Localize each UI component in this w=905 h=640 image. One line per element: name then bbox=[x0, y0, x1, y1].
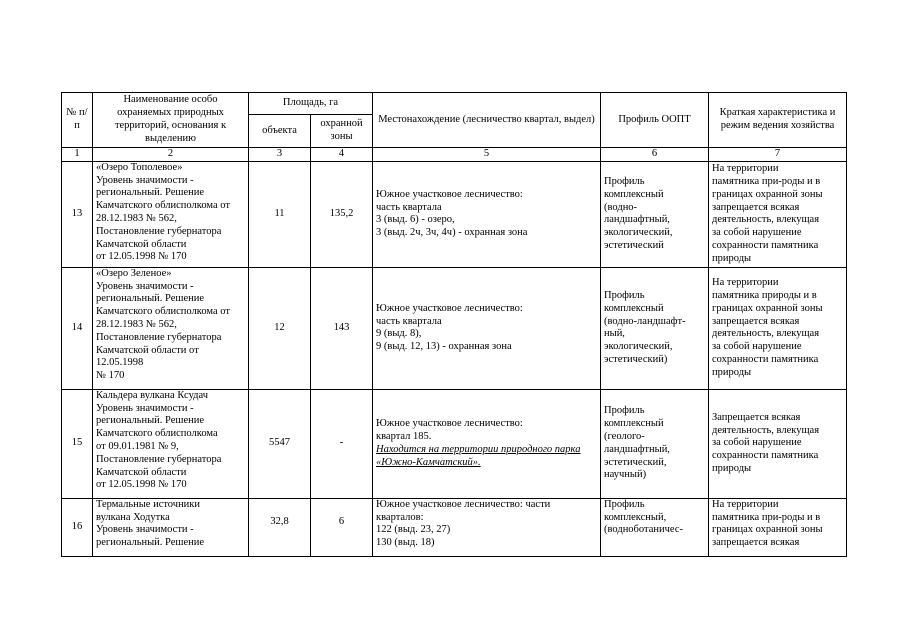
row-number: 16 bbox=[62, 498, 93, 556]
profile-line: ный, bbox=[604, 328, 625, 340]
area-name-line: № 170 bbox=[96, 370, 125, 382]
location-line: квартал 185. bbox=[376, 431, 432, 442]
profile-cell bbox=[601, 161, 709, 267]
profile-cell bbox=[601, 498, 709, 556]
profile-line: комплексный bbox=[604, 302, 664, 314]
header-area: Площадь, га bbox=[249, 93, 373, 115]
area-name-line: Камчатской области от bbox=[96, 344, 199, 356]
location-line: 9 (выд. 8), bbox=[376, 328, 422, 340]
area-name-line: Уровень значимости - bbox=[96, 402, 194, 414]
regime-line: запрещается всякая bbox=[712, 315, 800, 327]
area-name-line: Камчатского облисполкома от bbox=[96, 200, 230, 212]
area-name-cell bbox=[93, 267, 249, 389]
area-name-line: региональный. Решение bbox=[96, 537, 205, 549]
regime-line: Запрещается всякая bbox=[712, 411, 801, 423]
regime-line: запрещается всякая bbox=[712, 201, 800, 213]
location-line: кварталов: bbox=[376, 511, 424, 523]
col-number-2: 2 bbox=[93, 148, 249, 162]
profile-line: комплексный bbox=[604, 418, 664, 430]
regime-line: запрещается всякая bbox=[712, 537, 800, 549]
area-name-line: вулкана Ходутка bbox=[96, 511, 170, 523]
area-name-line: региональный. Решение bbox=[96, 187, 205, 199]
regime-cell bbox=[709, 161, 847, 267]
area-name-line: Камчатской области bbox=[96, 238, 187, 250]
location-cell bbox=[373, 267, 601, 389]
header-name: Наименование особо охраняемых природных территорий, основания к выделению bbox=[93, 93, 249, 148]
regime-line: памятника природы и в bbox=[712, 289, 817, 301]
area-name-line: Уровень значимости - bbox=[96, 524, 194, 536]
area-name-line: Термальные источники bbox=[96, 498, 201, 510]
regime-line: природы bbox=[712, 252, 752, 264]
regime-line: памятника при-роды и в bbox=[712, 511, 821, 523]
area-name-line: Камчатской области bbox=[96, 466, 187, 478]
area-name-cell bbox=[93, 161, 249, 267]
regime-line: сохранности памятника bbox=[712, 353, 819, 365]
area-object: 32,8 bbox=[249, 498, 311, 556]
profile-line: ландшафтный, bbox=[604, 443, 670, 455]
area-name-line: Уровень значимости - bbox=[96, 280, 194, 292]
header-area-object: объекта bbox=[249, 115, 311, 148]
location-line: 122 (выд. 23, 27) bbox=[376, 524, 451, 536]
profile-line: комплексный bbox=[604, 188, 664, 200]
area-name-line: Постановление губернатора bbox=[96, 225, 222, 237]
area-object: 5547 bbox=[249, 389, 311, 498]
location-line: Южное участковое лесничество: части bbox=[376, 498, 551, 510]
location-line: 130 (выд. 18) bbox=[376, 537, 435, 549]
area-zone: 143 bbox=[311, 267, 373, 389]
area-name-line: региональный. Решение bbox=[96, 415, 205, 427]
regime-line: границах охранной зоны bbox=[712, 302, 823, 314]
area-name-line: Постановление губернатора bbox=[96, 331, 222, 343]
area-zone: 6 bbox=[311, 498, 373, 556]
location-line: 3 (выд. 2ч, 3ч, 4ч) - охранная зона bbox=[376, 227, 528, 239]
table-row bbox=[62, 267, 847, 389]
protected-areas-table bbox=[61, 92, 847, 557]
profile-cell bbox=[601, 389, 709, 498]
regime-line: за собой нарушение bbox=[712, 227, 802, 239]
area-name-cell bbox=[93, 389, 249, 498]
regime-line: На территории bbox=[712, 498, 779, 510]
area-name-line: региональный. Решение bbox=[96, 293, 205, 305]
profile-line: (водно-ландшафт- bbox=[604, 315, 686, 327]
regime-cell bbox=[709, 267, 847, 389]
profile-line: (водно- bbox=[604, 201, 638, 213]
col-number-7: 7 bbox=[709, 148, 847, 162]
location-cell bbox=[373, 498, 601, 556]
regime-line: деятельность, влекущая bbox=[712, 328, 820, 340]
location-line: Южное участковое лесничество: bbox=[376, 188, 523, 200]
header-profile: Профиль ООПТ bbox=[601, 93, 709, 148]
area-name-line: Постановление губернатора bbox=[96, 453, 222, 465]
location-note: Находится на территории природного парка «Южно-Камчатский». bbox=[376, 443, 581, 468]
area-name-line: Камчатского облисполкома от bbox=[96, 306, 230, 318]
area-zone: - bbox=[311, 389, 373, 498]
regime-line: границах охранной зоны bbox=[712, 524, 823, 536]
area-name-line: «Озеро Тополевое» bbox=[96, 161, 183, 173]
regime-cell bbox=[709, 389, 847, 498]
regime-line: деятельность, влекущая bbox=[712, 214, 820, 226]
regime-line: за собой нарушение bbox=[712, 341, 802, 353]
area-name-line: от 12.05.1998 № 170 bbox=[96, 479, 187, 491]
col-number-5: 5 bbox=[373, 148, 601, 162]
location-cell bbox=[373, 389, 601, 498]
area-object: 11 bbox=[249, 161, 311, 267]
profile-line: эстетический, bbox=[604, 456, 667, 468]
regime-line: памятника при-роды и в bbox=[712, 175, 821, 187]
location-line: 9 (выд. 12, 13) - охранная зона bbox=[376, 341, 512, 353]
location-cell bbox=[373, 161, 601, 267]
area-name-line: Кальдера вулкана Ксудач bbox=[96, 389, 209, 401]
col-number-6: 6 bbox=[601, 148, 709, 162]
profile-line: эстетический bbox=[604, 239, 664, 251]
col-number-4: 4 bbox=[311, 148, 373, 162]
location-line: Южное участковое лесничество: bbox=[376, 302, 523, 314]
area-name-line: от 09.01.1981 № 9, bbox=[96, 440, 179, 452]
location-line: 3 (выд. 6) - озеро, bbox=[376, 214, 455, 226]
profile-line: Профиль bbox=[604, 175, 645, 187]
profile-line: Профиль bbox=[604, 405, 645, 417]
regime-line: за собой нарушение bbox=[712, 437, 802, 449]
regime-line: природы bbox=[712, 366, 752, 378]
area-name-line: Камчатского облисполкома bbox=[96, 428, 218, 440]
profile-line: комплексный, bbox=[604, 511, 667, 523]
regime-line: природы bbox=[712, 462, 752, 474]
location-line: Южное участковое лесничество: bbox=[376, 418, 523, 430]
area-name-cell bbox=[93, 498, 249, 556]
header-regime: Краткая характеристика и режим ведения хозяйства bbox=[709, 93, 847, 148]
header-area-zone: охранной зоны bbox=[311, 115, 373, 148]
profile-line: эстетический) bbox=[604, 353, 668, 365]
table-row bbox=[62, 498, 847, 556]
col-number-1: 1 bbox=[62, 148, 93, 162]
row-number: 14 bbox=[62, 267, 93, 389]
profile-cell bbox=[601, 267, 709, 389]
area-object: 12 bbox=[249, 267, 311, 389]
table-row bbox=[62, 161, 847, 267]
profile-line: (геолого- bbox=[604, 431, 645, 442]
regime-line: деятельность, влекущая bbox=[712, 424, 820, 436]
profile-line: экологический, bbox=[604, 227, 673, 239]
regime-line: сохранности памятника bbox=[712, 239, 819, 251]
area-name-line: от 12.05.1998 № 170 bbox=[96, 251, 187, 263]
profile-line: Профиль bbox=[604, 498, 645, 510]
area-name-line: 12.05.1998 bbox=[96, 357, 144, 369]
profile-line: ландшафтный, bbox=[604, 214, 670, 226]
profile-line: (водноботаничес- bbox=[604, 524, 683, 536]
regime-line: сохранности памятника bbox=[712, 450, 819, 462]
area-zone: 135,2 bbox=[311, 161, 373, 267]
regime-line: На территории bbox=[712, 277, 779, 289]
regime-line: На территории bbox=[712, 163, 779, 175]
area-name-line: 28.12.1983 № 562, bbox=[96, 212, 177, 224]
profile-line: Профиль bbox=[604, 289, 645, 301]
table-row bbox=[62, 389, 847, 498]
header-num: № п/п bbox=[62, 93, 93, 148]
row-number: 13 bbox=[62, 161, 93, 267]
area-name-line: 28.12.1983 № 562, bbox=[96, 318, 177, 330]
area-name-line: Уровень значимости - bbox=[96, 174, 194, 186]
col-number-3: 3 bbox=[249, 148, 311, 162]
location-line: часть квартала bbox=[376, 201, 442, 213]
location-line: часть квартала bbox=[376, 315, 442, 327]
row-number: 15 bbox=[62, 389, 93, 498]
profile-line: экологический, bbox=[604, 341, 673, 353]
regime-line: границах охранной зоны bbox=[712, 188, 823, 200]
regime-cell bbox=[709, 498, 847, 556]
profile-line: научный) bbox=[604, 469, 647, 481]
header-location: Местонахождение (лесничество квартал, выдел) bbox=[373, 93, 601, 148]
area-name-line: «Озеро Зеленое» bbox=[96, 267, 172, 279]
